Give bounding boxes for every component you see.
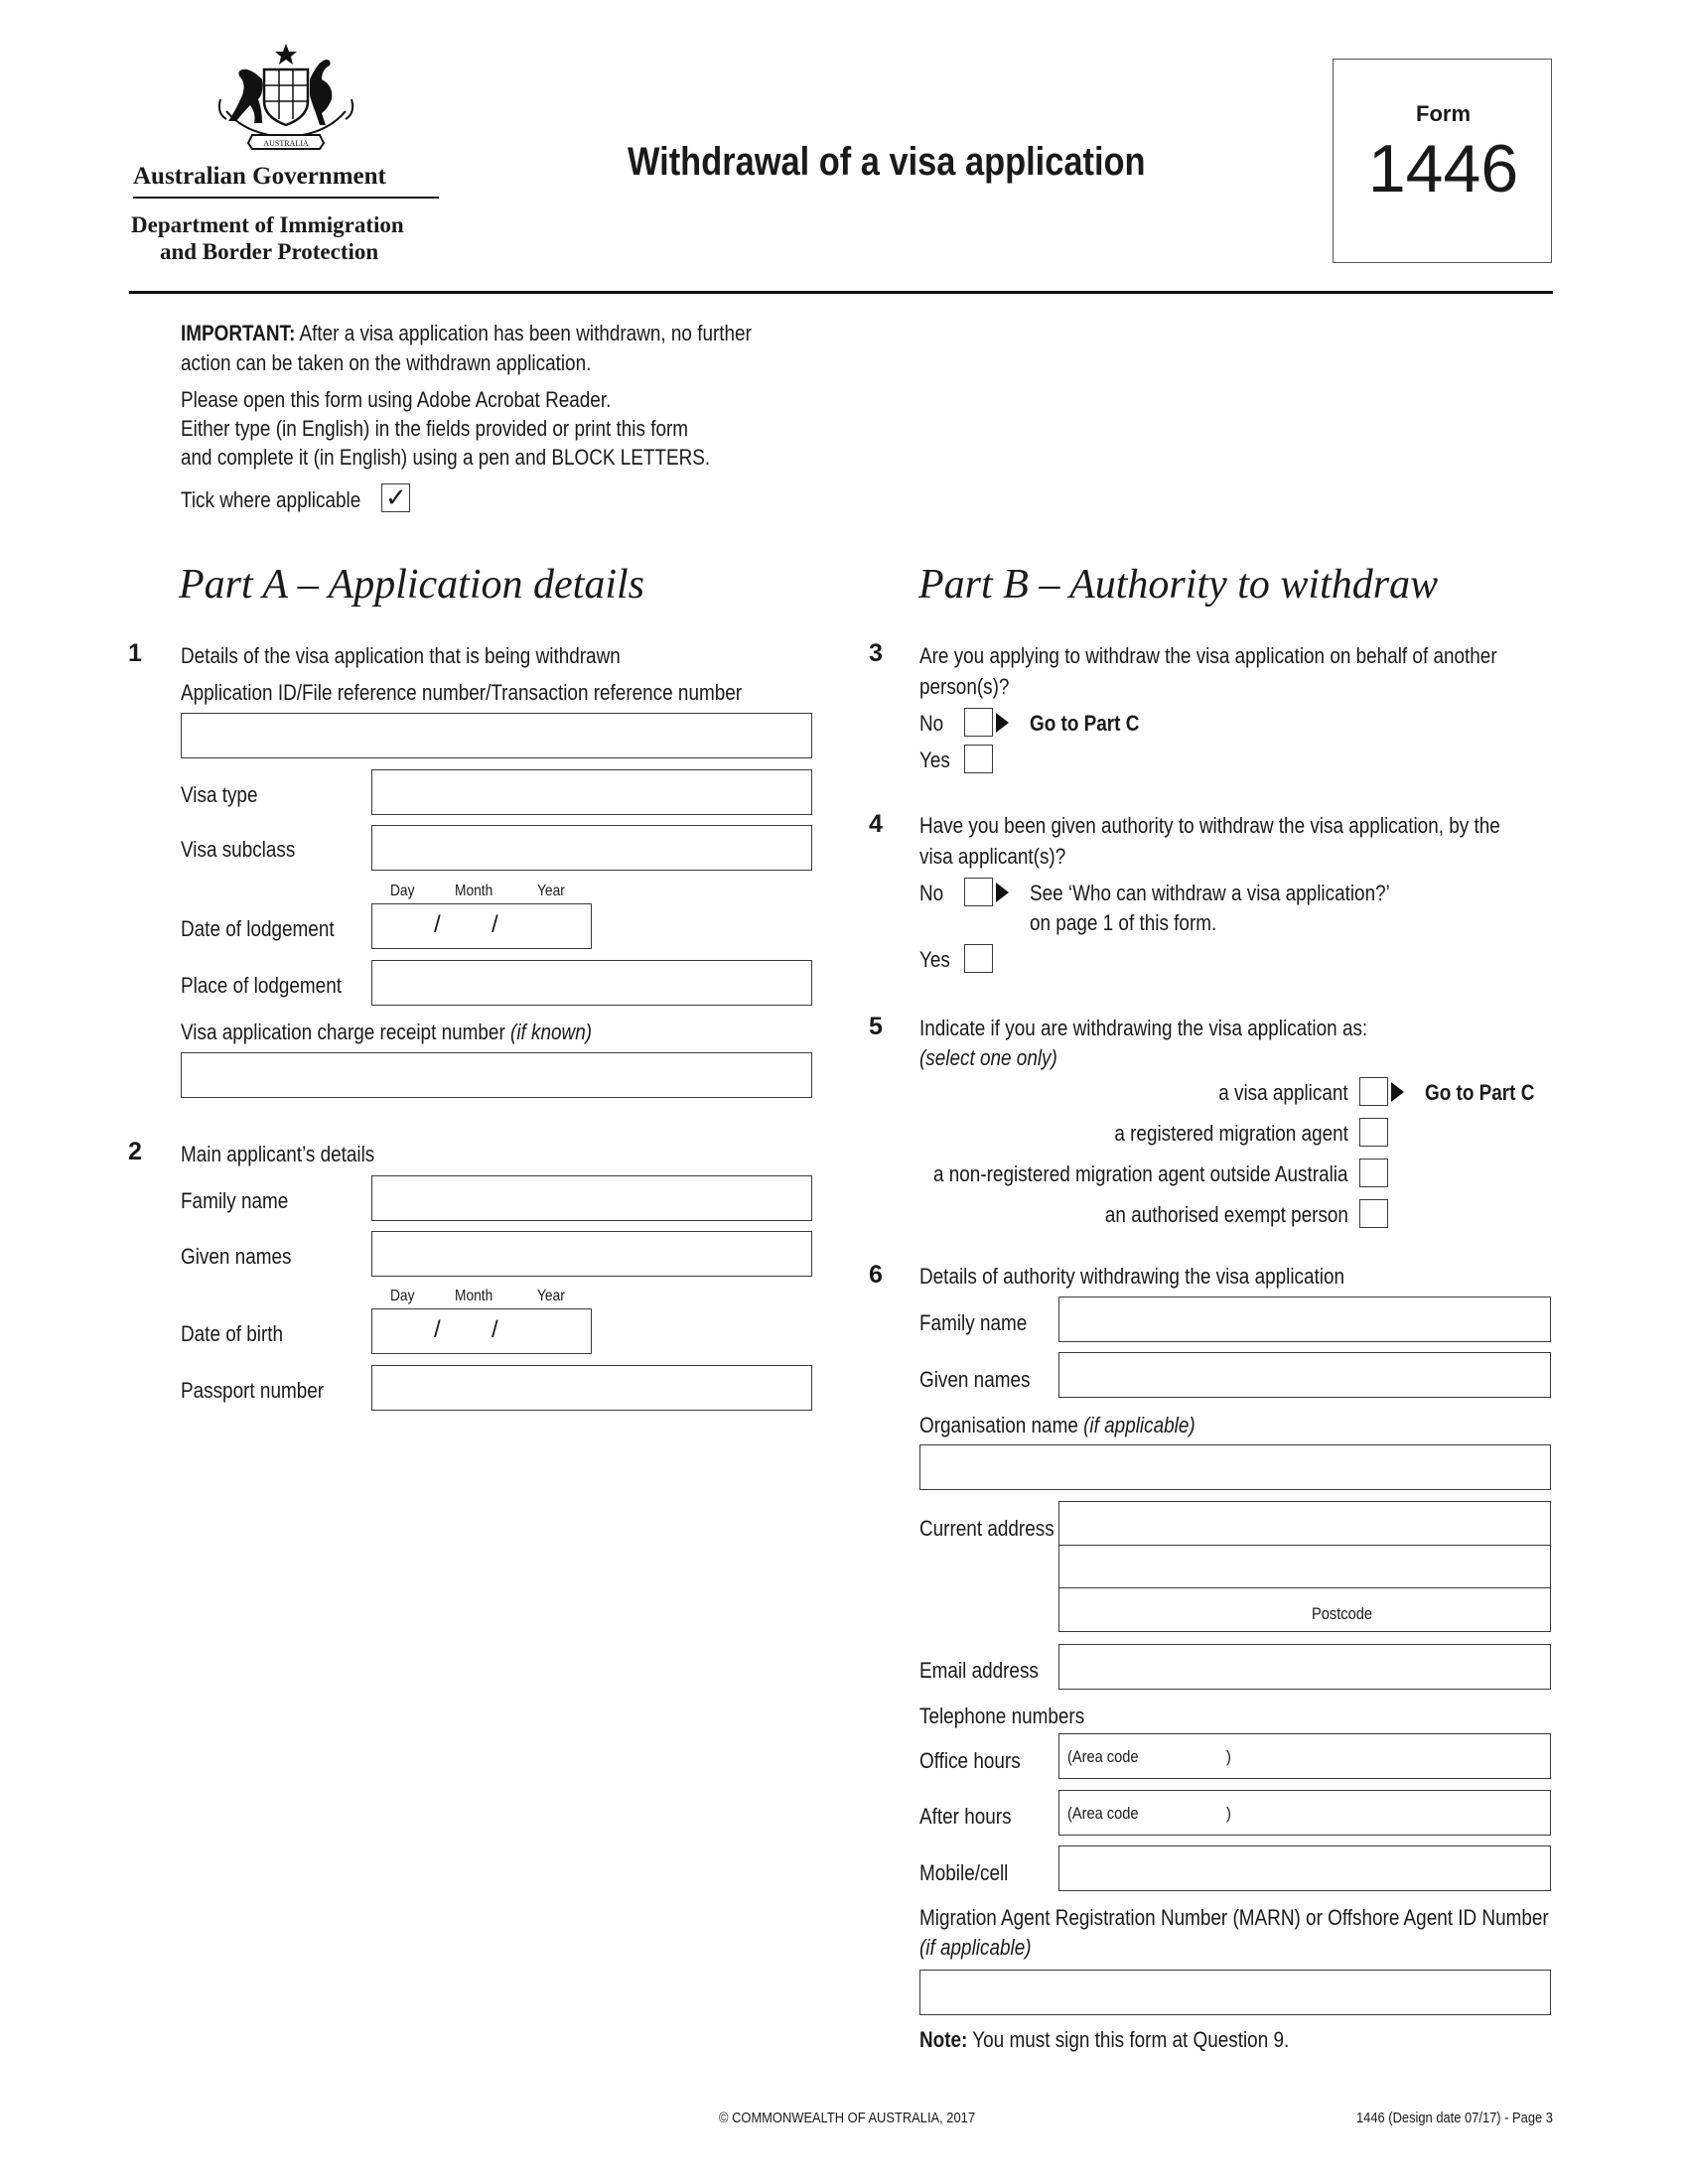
- q6-after-area-code: (Area code: [1067, 1804, 1139, 1823]
- q4-arrow-icon: [996, 883, 1009, 902]
- q2-number: 2: [128, 1138, 142, 1165]
- q6-after-hours-input[interactable]: [1058, 1790, 1551, 1836]
- q6-family-name-label: Family name: [919, 1310, 1028, 1335]
- q3-yes-label: Yes: [919, 748, 950, 772]
- q5-registered-agent-checkbox[interactable]: [1359, 1118, 1388, 1147]
- footer-page-info: 1446 (Design date 07/17) - Page 3: [1356, 2110, 1553, 2126]
- q6-marn-input[interactable]: [919, 1970, 1551, 2015]
- gov-name-underline: [133, 197, 439, 199]
- q6-org-input[interactable]: [919, 1444, 1551, 1490]
- q1-day-label: Day: [390, 883, 415, 899]
- q5-option-non-registered-agent: a non-registered migration agent outside Australia: [933, 1161, 1348, 1186]
- q2-year-label: Year: [537, 1288, 565, 1304]
- important-label: IMPORTANT:: [181, 321, 296, 345]
- part-a-title: Part A – Application details: [179, 562, 645, 608]
- q6-after-close-paren: ): [1226, 1804, 1231, 1823]
- q1-receipt-label: [181, 1019, 592, 1046]
- q1-ref-input[interactable]: [181, 713, 812, 758]
- q2-given-names-input[interactable]: [371, 1231, 812, 1277]
- date-slash-2: /: [492, 911, 498, 938]
- q4-no-label: No: [919, 881, 944, 905]
- q2-month-label: Month: [455, 1288, 493, 1304]
- q5-non-registered-agent-checkbox[interactable]: [1359, 1159, 1388, 1187]
- dob-slash-2: /: [492, 1316, 498, 1343]
- q6-note: [919, 2026, 1289, 2054]
- q6-org-text: Organisation name: [919, 1413, 1078, 1437]
- q6-mobile-input[interactable]: [1058, 1845, 1551, 1891]
- q6-email-label: Email address: [919, 1658, 1039, 1683]
- q1-place-lodgement-input[interactable]: [371, 960, 812, 1006]
- q6-org-label: [919, 1412, 1196, 1439]
- q4-text-2: visa applicant(s)?: [919, 844, 1066, 869]
- q3-text-1: Are you applying to withdraw the visa application on behalf of another: [919, 643, 1497, 668]
- q1-receipt-input[interactable]: [181, 1052, 812, 1098]
- dept-line-1: Department of Immigration: [131, 212, 404, 237]
- q5-option-registered-agent: a registered migration agent: [1114, 1121, 1348, 1146]
- tick-label: Tick where applicable: [181, 487, 361, 512]
- q1-visa-subclass-label: Visa subclass: [181, 837, 296, 862]
- q6-marn-label: Migration Agent Registration Number (MARN) or Offshore Agent ID Number: [919, 1905, 1549, 1930]
- q6-note-label: Note:: [919, 2027, 968, 2052]
- q6-after-hours-label: After hours: [919, 1804, 1012, 1829]
- q5-arrow-icon: [1391, 1082, 1404, 1102]
- form-label: Form: [1416, 101, 1471, 126]
- q3-go-to: Go to Part C: [1030, 711, 1140, 736]
- q1-visa-subclass-input[interactable]: [371, 825, 812, 871]
- q6-office-hours-label: Office hours: [919, 1748, 1021, 1773]
- q3-no-checkbox[interactable]: [964, 708, 993, 737]
- q2-family-name-label: Family name: [181, 1188, 289, 1213]
- q6-address-line-1[interactable]: [1058, 1501, 1551, 1546]
- q6-office-close-paren: ): [1226, 1747, 1231, 1766]
- q1-ref-label: Application ID/File reference number/Transaction reference number: [181, 680, 743, 705]
- footer-copyright: © COMMONWEALTH OF AUSTRALIA, 2017: [719, 2110, 975, 2126]
- q6-mobile-label: Mobile/cell: [919, 1860, 1009, 1885]
- q6-address-label: Current address: [919, 1516, 1055, 1541]
- q5-note: (select one only): [919, 1045, 1057, 1070]
- q1-receipt-text: Visa application charge receipt number: [181, 1020, 505, 1044]
- tick-example-box: [381, 483, 410, 512]
- form-number: 1446: [1367, 131, 1519, 206]
- q6-office-hours-input[interactable]: [1058, 1733, 1551, 1779]
- q5-number: 5: [869, 1013, 883, 1040]
- q5-exempt-person-checkbox[interactable]: [1359, 1199, 1388, 1228]
- q3-number: 3: [869, 639, 883, 667]
- q6-number: 6: [869, 1261, 883, 1289]
- q6-family-name-input[interactable]: [1058, 1297, 1551, 1342]
- q1-date-lodgement-label: Date of lodgement: [181, 916, 335, 941]
- part-b-title: Part B – Authority to withdraw: [918, 562, 1439, 608]
- q2-text: Main applicant’s details: [181, 1142, 375, 1166]
- q6-office-area-code: (Area code: [1067, 1747, 1139, 1766]
- important-line-2: action can be taken on the withdrawn application.: [181, 350, 592, 375]
- q6-telephone-label: Telephone numbers: [919, 1704, 1085, 1728]
- q6-postcode-label: Postcode: [1312, 1604, 1372, 1623]
- q6-address-line-2[interactable]: [1058, 1545, 1551, 1588]
- q5-option-visa-applicant: a visa applicant: [1218, 1080, 1348, 1105]
- q1-visa-type-label: Visa type: [181, 782, 258, 807]
- q6-note-text: You must sign this form at Question 9.: [972, 2027, 1290, 2052]
- q6-org-note: (if applicable): [1083, 1413, 1196, 1437]
- q5-go-to: Go to Part C: [1425, 1080, 1535, 1105]
- q6-given-names-input[interactable]: [1058, 1352, 1551, 1398]
- form-number-box: [1333, 59, 1552, 263]
- important-text-1: After a visa application has been withdrawn, no further: [299, 321, 752, 345]
- important-line-1: [181, 320, 752, 347]
- q1-month-label: Month: [455, 883, 493, 899]
- q1-date-lodgement-input[interactable]: [371, 903, 592, 949]
- q5-option-exempt-person: an authorised exempt person: [1104, 1202, 1348, 1227]
- q1-visa-type-input[interactable]: [371, 769, 812, 815]
- q2-given-names-label: Given names: [181, 1244, 292, 1269]
- intro-line-2: Either type (in English) in the fields provided or print this form: [181, 416, 689, 441]
- gov-name: Australian Government: [133, 163, 386, 190]
- q5-text: Indicate if you are withdrawing the visa application as:: [919, 1016, 1368, 1040]
- intro-line-1: Please open this form using Adobe Acrobat Reader.: [181, 387, 612, 412]
- q4-text-1: Have you been given authority to withdraw the visa application, by the: [919, 813, 1500, 838]
- q2-family-name-input[interactable]: [371, 1175, 812, 1221]
- intro-line-3: and complete it (in English) using a pen and BLOCK LETTERS.: [181, 445, 711, 470]
- q4-see-1: See ‘Who can withdraw a visa application?’: [1030, 881, 1390, 905]
- q6-address-line-3[interactable]: [1058, 1587, 1551, 1632]
- q3-no-label: No: [919, 711, 944, 736]
- q6-marn-note: (if applicable): [919, 1935, 1032, 1960]
- q5-visa-applicant-checkbox[interactable]: [1359, 1077, 1388, 1106]
- q4-number: 4: [869, 810, 883, 838]
- q3-yes-checkbox[interactable]: [964, 745, 993, 773]
- header-divider: [129, 291, 1553, 294]
- q1-year-label: Year: [537, 883, 565, 899]
- q1-receipt-note: (if known): [510, 1020, 593, 1044]
- q6-text: Details of authority withdrawing the visa application: [919, 1264, 1345, 1289]
- q4-yes-label: Yes: [919, 947, 950, 972]
- q2-passport-input[interactable]: [371, 1365, 812, 1411]
- q4-see-2: on page 1 of this form.: [1030, 910, 1217, 935]
- date-slash-1: /: [434, 911, 441, 938]
- q4-no-checkbox[interactable]: [964, 878, 993, 906]
- q2-passport-label: Passport number: [181, 1378, 325, 1403]
- crest-scroll-text: AUSTRALIA: [263, 139, 309, 148]
- q3-text-2: person(s)?: [919, 674, 1010, 699]
- q1-number: 1: [128, 639, 142, 667]
- coat-of-arms-logo: [207, 40, 365, 154]
- q3-arrow-icon: [996, 713, 1009, 733]
- q2-day-label: Day: [390, 1288, 415, 1304]
- q4-yes-checkbox[interactable]: [964, 944, 993, 973]
- q1-place-lodgement-label: Place of lodgement: [181, 973, 342, 998]
- form-title: Withdrawal of a visa application: [628, 140, 1146, 184]
- dept-line-2: and Border Protection: [160, 239, 379, 264]
- q6-given-names-label: Given names: [919, 1367, 1031, 1392]
- q1-text: Details of the visa application that is being withdrawn: [181, 643, 621, 668]
- tick-mark: ✓: [385, 482, 407, 512]
- dob-slash-1: /: [434, 1316, 441, 1343]
- q2-date-of-birth-label: Date of birth: [181, 1321, 284, 1346]
- q2-date-of-birth-input[interactable]: [371, 1308, 592, 1354]
- q6-email-input[interactable]: [1058, 1644, 1551, 1690]
